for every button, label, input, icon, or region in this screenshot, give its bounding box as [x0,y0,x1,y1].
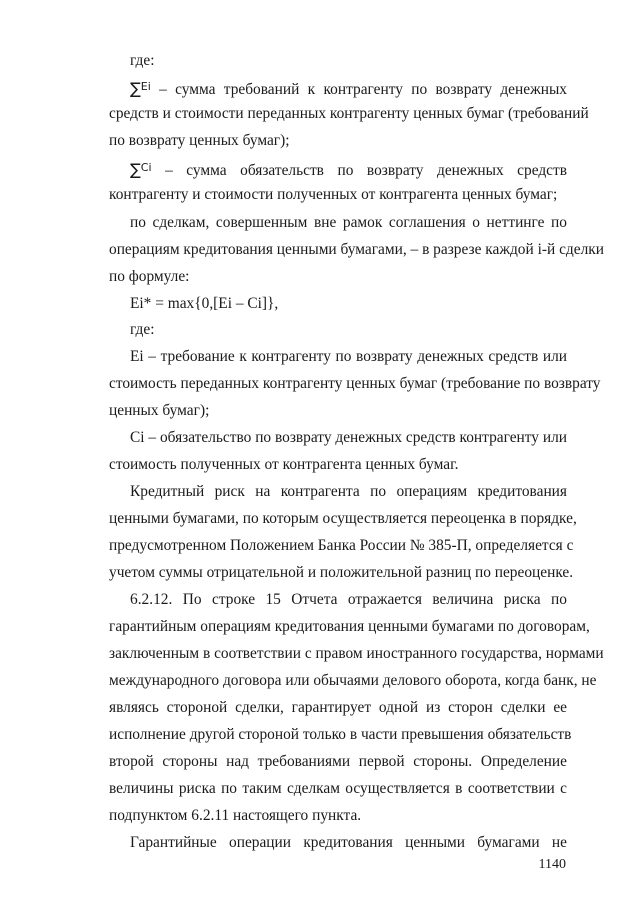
text-line: по формуле: [109,268,190,285]
text-line: Ei – требование к контрагенту по возврату денежных средств или [130,348,567,365]
text-line: Гарантийные операции кредитования ценными бумагами не [130,834,567,851]
text-line: по сделкам, совершенным вне рамок соглашения о неттинге по [130,214,567,231]
text-line: стоимость переданных контрагенту ценных бумаг (требование по возврату [109,375,601,392]
sum-symbol: ∑$^{Ei}$ [130,79,151,98]
text-line: по возврату ценных бумаг); [109,132,290,149]
sum-symbol: ∑$^{Ci}$ [130,160,152,179]
text-line: гарантийным операциям кредитования ценными бумагами по договорам, [109,618,590,635]
text-line: исполнение другой стороной только в части превышения обязательств [109,726,572,743]
sum-ei-definition-line: ∑$^{Ei}$ – сумма требований к контрагенту по возврату денежных [130,79,567,98]
text-line: где: [130,52,155,69]
text-line: международного договора или обычаями делового оборота, когда банк, не [109,672,597,689]
page-number: 1140 [538,857,566,872]
text-line: средств и стоимости переданных контрагенту ценных бумаг (требований [109,105,589,122]
sum-ci-definition-line: ∑$^{Ci}$ – сумма обязательств по возврату денежных средств [130,160,567,179]
text-line: 6.2.12. По строке 15 Отчета отражается величина риска по [130,591,567,608]
text-line: предусмотренном Положением Банка России № 385-П, определяется с [109,537,574,554]
text-line: величины риска по таким сделкам осуществляется в соответствии с [109,780,567,797]
text-line: операциям кредитования ценными бумагами, – в разрезе каждой i-й сделки [109,241,604,258]
text-line: Ci – обязательство по возврату денежных средств контрагенту или [130,429,567,446]
text-line: ценных бумаг); [109,402,210,419]
text-line: ценными бумагами, по которым осуществляется переоценка в порядке, [109,510,577,527]
text-line: учетом суммы отрицательной и положительной разниц по переоценке. [109,564,574,581]
text-line: Кредитный риск на контрагента по операциям кредитования [130,483,567,500]
text-line: являясь стороной сделки, гарантирует одной из сторон сделки ее [109,699,567,716]
formula: Ei* = max{0,[Ei – Ci]}, [130,295,279,312]
text-line: второй стороны над требованиями первой стороны. Определение [109,753,567,770]
text-line: подпунктом 6.2.11 настоящего пункта. [109,807,362,824]
text-line: контрагенту и стоимости полученных от контрагента ценных бумаг; [109,186,558,203]
text-line: где: [130,321,155,338]
text-line: заключенным в соответствии с правом иностранного государства, нормами [109,645,604,662]
text-line: стоимость полученных от контрагента ценных бумаг. [109,456,459,473]
